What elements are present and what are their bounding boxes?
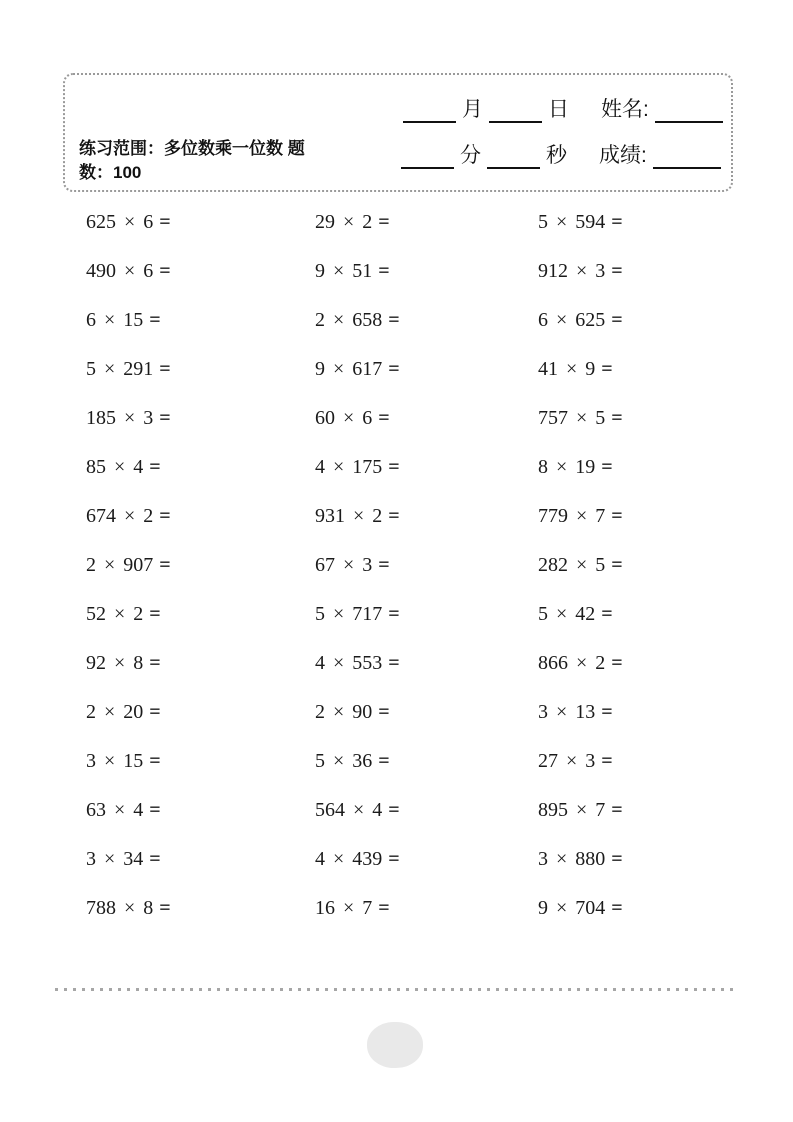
date-name-line [403,97,723,123]
problem-expression: 2 × 90 [315,701,373,723]
equals-sign: = [611,848,623,870]
page-thumb-ellipse [367,1022,423,1068]
problem [538,198,733,247]
equals-sign: = [388,358,400,380]
problem-expression: 5 × 36 [315,750,373,772]
equals-sign: = [611,407,623,429]
equals-sign: = [159,358,171,380]
problem [86,394,315,443]
problem [86,247,315,296]
problem-expression: 912 × 3 [538,260,606,282]
problem-expression: 60 × 6 [315,407,373,429]
second-label: 秒 [546,144,567,167]
problem-expression: 2 × 907 [86,554,154,576]
problem-expression: 5 × 291 [86,358,154,380]
footer-dotted-rule [55,988,733,991]
problem [315,737,538,786]
problem-expression: 63 × 4 [86,799,144,821]
problem [315,786,538,835]
problem [538,541,733,590]
problem [315,884,538,933]
problem-expression: 6 × 625 [538,309,606,331]
equals-sign: = [388,505,400,527]
problem-expression: 29 × 2 [315,211,373,233]
problem-expression: 185 × 3 [86,407,154,429]
problem-expression: 4 × 175 [315,456,383,478]
problems-grid [86,198,733,933]
problem [86,492,315,541]
equals-sign: = [611,309,623,331]
problem-expression: 5 × 42 [538,603,596,625]
practice-range-label: 练习范围：多位数乘一位数 题数：100 [79,139,305,182]
problem [315,835,538,884]
problem [315,492,538,541]
time-score-line [401,143,721,169]
problem [315,345,538,394]
problem-expression: 931 × 2 [315,505,383,527]
equals-sign: = [149,456,161,478]
problem-expression: 3 × 13 [538,701,596,723]
problem [538,492,733,541]
problem [86,737,315,786]
problem-expression: 67 × 3 [315,554,373,576]
problem [538,296,733,345]
problem-expression: 895 × 7 [538,799,606,821]
fill-in-blank-name [655,97,723,123]
problem-expression: 490 × 6 [86,260,154,282]
problem [538,688,733,737]
equals-sign: = [378,897,390,919]
equals-sign: = [159,505,171,527]
problem-expression: 282 × 5 [538,554,606,576]
problem [86,541,315,590]
problem-expression: 779 × 7 [538,505,606,527]
equals-sign: = [149,603,161,625]
problem [86,884,315,933]
equals-sign: = [378,554,390,576]
problem-expression: 625 × 6 [86,211,154,233]
problem [538,247,733,296]
fill-in-blank-month [403,97,456,123]
problem [86,590,315,639]
problem-expression: 85 × 4 [86,456,144,478]
problem-expression: 3 × 34 [86,848,144,870]
fill-in-blank-score [653,143,721,169]
problem-expression: 9 × 617 [315,358,383,380]
problem [86,296,315,345]
name-label: 姓名: [601,98,649,121]
problem-expression: 8 × 19 [538,456,596,478]
problem [538,443,733,492]
equals-sign: = [159,554,171,576]
problem-expression: 27 × 3 [538,750,596,772]
problem-expression: 92 × 8 [86,652,144,674]
problem-expression: 9 × 704 [538,897,606,919]
problem-expression: 52 × 2 [86,603,144,625]
equals-sign: = [388,309,400,331]
fill-in-blank-day [489,97,542,123]
fill-in-blank-minute [401,143,454,169]
equals-sign: = [611,211,623,233]
equals-sign: = [388,456,400,478]
equals-sign: = [159,211,171,233]
problem [538,884,733,933]
equals-sign: = [388,848,400,870]
problem-expression: 866 × 2 [538,652,606,674]
problem [538,345,733,394]
problem-expression: 2 × 658 [315,309,383,331]
problem-expression: 788 × 8 [86,897,154,919]
equals-sign: = [601,456,613,478]
problem [538,737,733,786]
problem-expression: 674 × 2 [86,505,154,527]
problem-expression: 6 × 15 [86,309,144,331]
equals-sign: = [601,701,613,723]
problem [538,786,733,835]
problem-expression: 3 × 15 [86,750,144,772]
equals-sign: = [378,407,390,429]
problem [315,688,538,737]
equals-sign: = [378,701,390,723]
problem [86,786,315,835]
problem [538,394,733,443]
equals-sign: = [611,505,623,527]
equals-sign: = [149,799,161,821]
problem [86,443,315,492]
equals-sign: = [611,799,623,821]
problem-expression: 3 × 880 [538,848,606,870]
problem-expression: 4 × 439 [315,848,383,870]
problem [315,541,538,590]
problem-expression: 564 × 4 [315,799,383,821]
equals-sign: = [149,701,161,723]
equals-sign: = [601,750,613,772]
problem [538,835,733,884]
fill-in-blank-second [487,143,540,169]
score-label: 成绩: [599,144,647,167]
problem [315,590,538,639]
problem-expression: 9 × 51 [315,260,373,282]
problem-expression: 16 × 7 [315,897,373,919]
problem [86,639,315,688]
equals-sign: = [159,897,171,919]
equals-sign: = [611,554,623,576]
problem [315,443,538,492]
problem [86,198,315,247]
equals-sign: = [388,603,400,625]
problem [315,198,538,247]
equals-sign: = [388,652,400,674]
problem [315,639,538,688]
equals-sign: = [378,750,390,772]
equals-sign: = [149,750,161,772]
problem [538,590,733,639]
header-box [63,73,733,192]
problem [86,345,315,394]
equals-sign: = [388,799,400,821]
equals-sign: = [159,407,171,429]
equals-sign: = [601,358,613,380]
equals-sign: = [611,897,623,919]
problem-expression: 757 × 5 [538,407,606,429]
minute-label: 分 [460,144,481,167]
problem [315,394,538,443]
equals-sign: = [149,848,161,870]
equals-sign: = [149,652,161,674]
problem-expression: 4 × 553 [315,652,383,674]
equals-sign: = [601,603,613,625]
problem-expression: 5 × 594 [538,211,606,233]
equals-sign: = [611,260,623,282]
day-label: 日 [548,98,569,121]
problem [86,688,315,737]
month-label: 月 [462,98,483,121]
equals-sign: = [378,260,390,282]
equals-sign: = [611,652,623,674]
problem [315,296,538,345]
problem [315,247,538,296]
problem [86,835,315,884]
problem-expression: 41 × 9 [538,358,596,380]
equals-sign: = [159,260,171,282]
equals-sign: = [378,211,390,233]
problem-expression: 2 × 20 [86,701,144,723]
problem [538,639,733,688]
problem-expression: 5 × 717 [315,603,383,625]
equals-sign: = [149,309,161,331]
